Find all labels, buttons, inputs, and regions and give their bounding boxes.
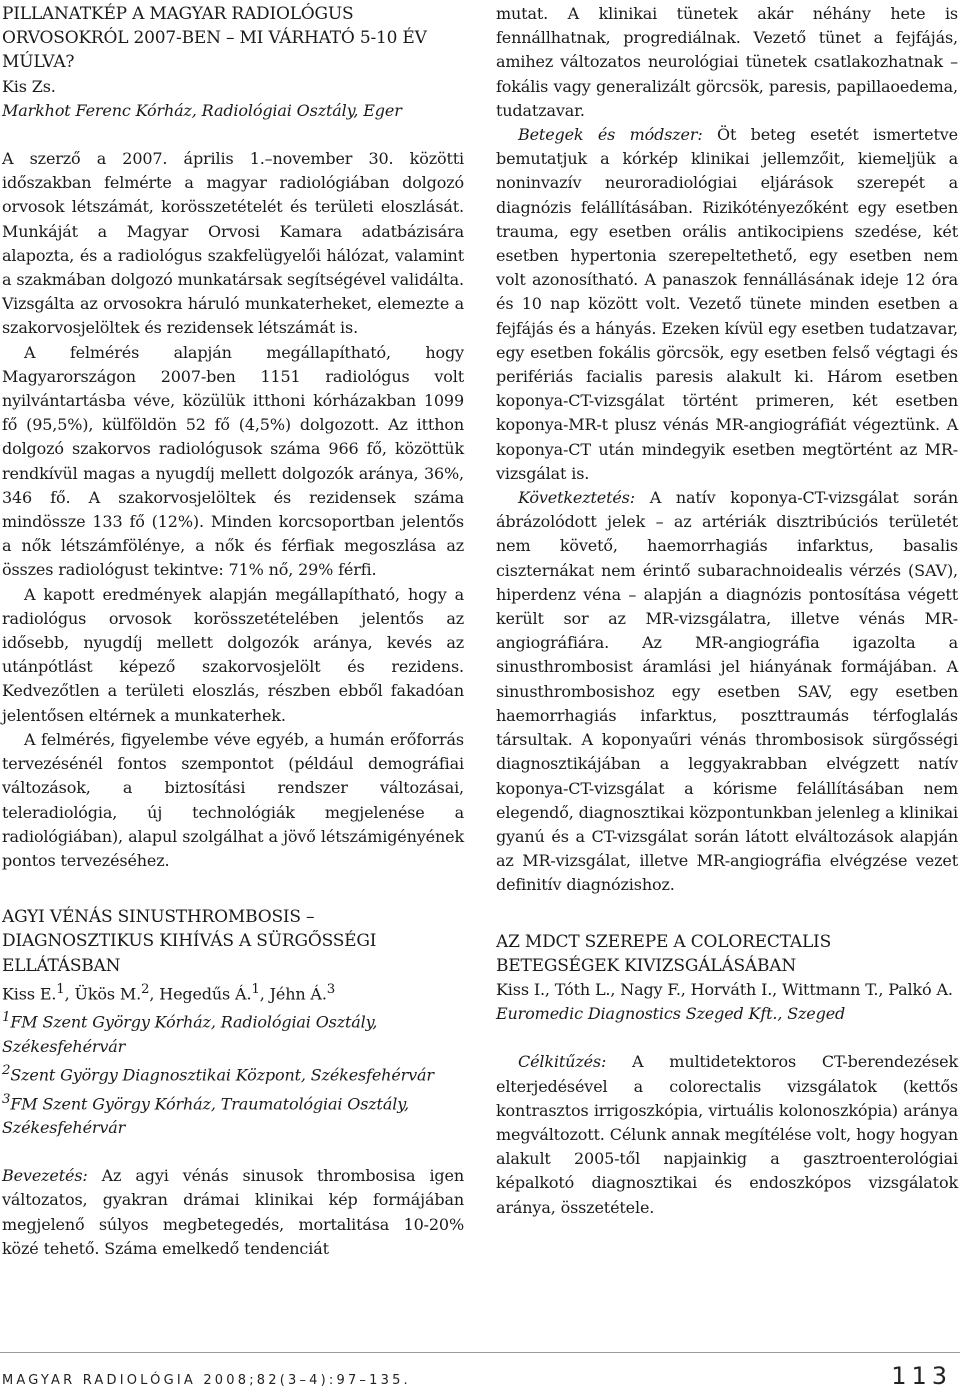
article-affiliation-3: Euromedic Diagnostics Szeged Kft., Szeged [496,1004,846,1024]
methods-label: Betegek és módszer: [518,125,703,145]
article-authors-1: Kis Zs. [2,76,56,96]
article-title-3: AZ MDCT SZEREPE A COLORECTALIS BETEGSÉGEK KIVIZSGÁLÁSÁBAN [496,931,832,976]
abstract-paragraph: A felmérés, figyelembe véve egyéb, a humán erőforrás tervezésénél fontos szempontot (például demográfiai változások, a biztosítási rendszer változásai, teleradiológia, új technológiák megjelenése a radiológiában), alapul szolgálhat a jövő létszámigényének pontos tervezéséhez. [2,729,464,870]
journal-citation: MAGYAR RADIOLÓGIA 2008;82(3–4):97–135. [2,1373,411,1388]
methods-paragraph: Betegek és módszer: Öt beteg esetét ismertetve bemutatjuk a kórkép klinikai jellemzőit, kiemeljük a noninvazív neuroradiológiai eljárások szerepét a diagnózis felállításában. Rizikótényezőként egy esetben trauma, egy esetben orális antikocipiens szedése, két esetben hypertonia szerepeltethető, egy esetben nem volt azonosítható. A panaszok fennállásának ideje 12 óra és 10 nap között volt. Vezető tünete minden esetben a fejfájás és a hányás. Ezeken kívül egy esetben tudatzavar, egy esetben fokális görcsök, egy esetben felső végtagi és perifériás facialis paresis alakult ki. Három esetben koponya-CT-vizsgálat történt primeren, két esetben koponya-MR-t plusz vénás MR-angiográfiát végeztünk. A koponya-CT után mindegyik esetben megtörtént az MR-vizsgálat is. [496,125,958,483]
article-affiliation-2b: $^2$Szent György Diagnosztikai Központ, Székesfehérvár [2,1062,434,1085]
article-affiliation-2c: $^3$FM Szent György Kórház, Traumatológiai Osztály, Székesfehérvár [2,1091,409,1138]
article-title-1: PILLANATKÉP A MAGYAR RADIOLÓGUS ORVOSOKRÓL 2007-BEN – MI VÁRHATÓ 5-10 ÉV MÚLVA? [2,4,427,73]
footer-rule [0,1352,960,1353]
aims-label: Célkitűzés: [518,1052,607,1072]
article-title-2: AGYI VÉNÁS SINUSTHROMBOSIS – DIAGNOSZTIKUS KIHÍVÁS A SÜRGŐSSÉGI ELLÁTÁSBAN [2,907,377,976]
intro-paragraph: Bevezetés: Az agyi vénás sinusok thrombosisa igen változatos, gyakran drámai klinikai kép formájában megjelenő súlyos megbetegedés, mortalitása 10-20% közé tehető. Száma emelkedő tendenciát [2,1166,464,1258]
aims-paragraph: Célkitűzés: A multidetektoros CT-berendezések elterjedésével a colorectalis vizsgálatok (kettős kontrasztos irrigoszkópia, virtuális kolonoszkópia) aránya megváltozott. Célunk annak megítélése volt, hogy hogyan alakult 2005-től napjainkig a gasztroenterológiai képalkotó diagnosztikai és endoszkópos vizsgálatok aránya, összetétele. [496,1052,958,1217]
page-number: 113 [891,1362,952,1390]
article-affiliation-1: Markhot Ferenc Kórház, Radiológiai Osztály, Eger [2,100,402,120]
continuation-paragraph: mutat. A klinikai tünetek akár néhány hete is fennállhatnak, progrediálnak. Vezető tünet a fejfájás, amihez változatos neurológiai tünetek csatlakozhatnak – fokális vagy generalizált görcsök, paresis, papillaoedema, tudatzavar. [496,4,958,120]
abstract-paragraph: A felmérés alapján megállapítható, hogy Magyarországon 2007-ben 1151 radiológus volt nyilvántartásba véve, közülük itthoni kórházakban 1099 fő (95,5%), külföldön 52 fő (4,5%) dolgozott. Az itthon dolgozó szakorvos radiológusok száma 966 fő, közöttük rendkívül magas a nyugdíj mellett dolgozók aránya, 36%, 346 fő. A szakorvosjelöltek és rezidensek száma mindössze 133 fő (12%). Minden korcsoportban jelentős a nők létszámfölénye, a nők és férfiak megoszlása az összes radiológust tekintve: 71% nő, 29% férfi. [2,342,464,580]
intro-label: Bevezetés: [2,1166,88,1186]
abstract-paragraph: A kapott eredmények alapján megállapítható, hogy a radiológus orvosok korösszetételében jelentős az idősebb, nyugdíj mellett dolgozók aránya, kevés az utánpótlást képező szakorvosjelölt és rezidens. Kedvezőtlen a területi eloszlás, részben ebből fakadóan jelentősen eltérnek a munkaterhek. [2,584,464,725]
conclusion-paragraph: Következtetés: A natív koponya-CT-vizsgálat során ábrázolódott jelek – az artériák disztribúciós területét nem követő, haemorrhagiás infarktus, basalis ciszternákat nem érintő subarachnoidealis vérzés (SAV), hiperdenz véna – alapján a diagnózis pontosítása végett került sor az MR-vizsgálatra, illetve vénás MR-angiográfiára. Az MR-angiográfia igazolta a sinusthrombosist áramlási jel hiányának formájában. A sinusthrombosishoz egy esetben SAV, egy esetben haemorrhagiás infarktus, poszttraumás térfoglalás társultak. A koponyaűri vénás thrombosisok sürgősségi diagnosztikájában a leggyakrabban elvégzett natív koponya-CT-vizsgálat a kórisme felállításában nem elegendő, diagnosztikai központunkban jelenleg a klinikai gyanú és a CT-vizsgálat során látott elváltozások alapján az MR-vizsgálat, illetve MR-angiográfia elvégzése vezet definitív diagnózishoz. [496,488,958,895]
article-affiliation-2a: $^1$FM Szent György Kórház, Radiológiai Osztály, Székesfehérvár [2,1010,378,1056]
article-authors-2: Kiss E.$^1$, Ükös M.$^2$, Hegedűs Á.$^1$, Jéhn Á.$^3$ [2,981,336,1004]
left-column [2,2,464,1261]
abstract-paragraph: A szerző a 2007. április 1.–november 30. közötti időszakban felmérte a magyar radiológiában dolgozó orvosok létszámát, korösszetételét és területi eloszlását. Munkáját a Magyar Orvosi Kamara adatbázisára alapozta, és a radiológus szakfelügyelői hálózat, valamint a szakmában dolgozó munkatársak segítségével validálta. Vizsgálta az orvosokra háruló munkaterheket, elemezte a szakorvosjelöltek és rezidensek létszámát is. [2,149,464,338]
conclusion-label: Következtetés: [518,488,635,508]
right-column [496,2,958,1220]
article-authors-3: Kiss I., Tóth L., Nagy F., Horváth I., Wittmann T., Palkó A. [496,979,953,999]
